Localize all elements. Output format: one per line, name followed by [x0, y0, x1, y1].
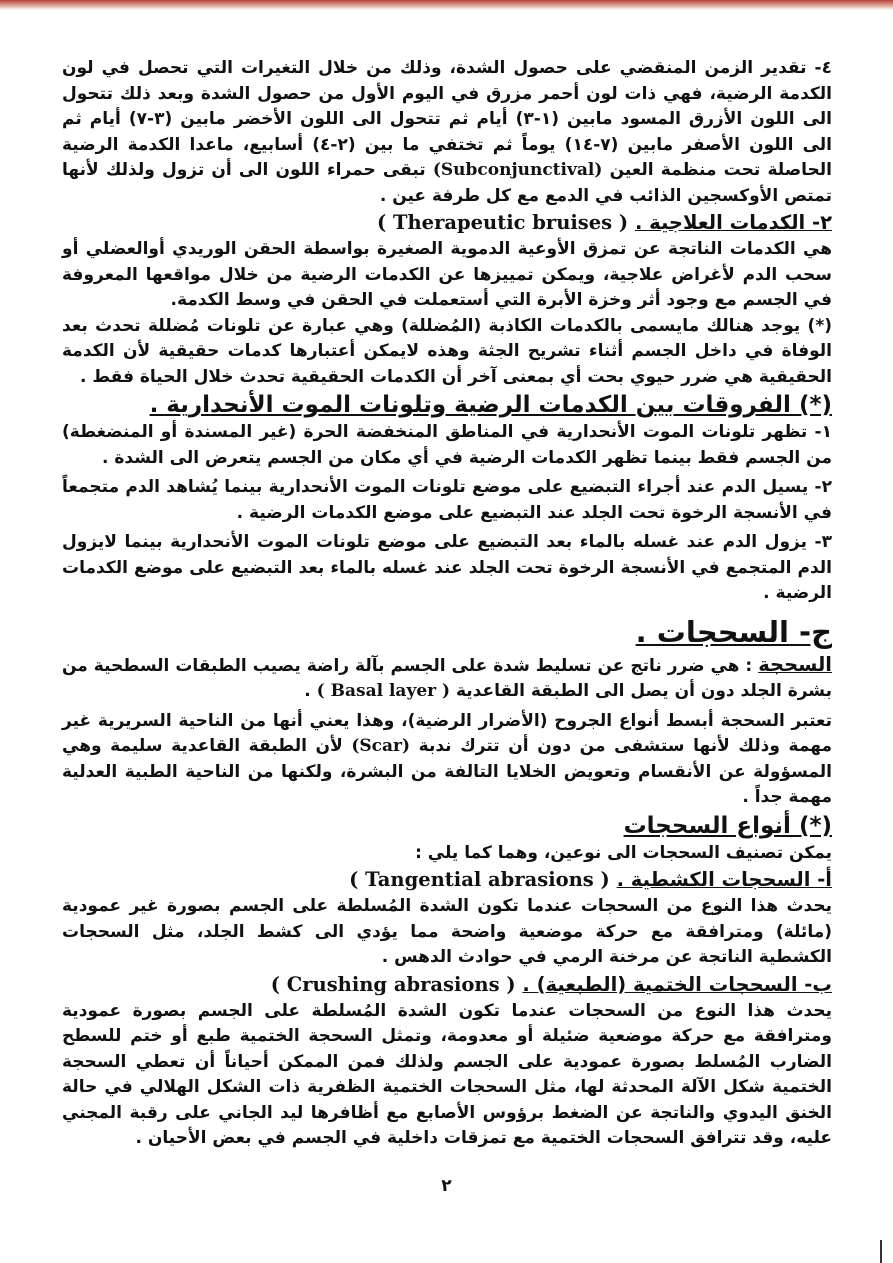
abrasion-significance-text: تعتبر السحجة أبسط أنواع الجروح (الأضرار الرضية)، وهذا يعني أنها من الناحية السريرية غير مهمة وذلك لأنها ستشفى من دون أن تترك ندبة — [62, 710, 832, 756]
differences-heading — [62, 390, 832, 420]
paragraph-bruise-age — [62, 56, 832, 209]
paragraph-abrasion-significance — [62, 709, 832, 811]
page-top-edge — [0, 0, 893, 10]
page-edge-mark — [880, 1240, 882, 1263]
crushing-heading-en: ( Crushing abrasions ) — [270, 972, 516, 996]
abrasions-section-title — [62, 613, 832, 651]
abrasion-types-heading — [62, 811, 832, 841]
paragraph-abrasion-definition — [62, 651, 832, 705]
bruise-age-text: ٤- تقدير الزمن المنقضي على حصول الشدة، وذلك من خلال التغيرات التي تحصل في لون الكدمة الرضية، فهي ذات لون أحمر مزرق في اليوم الأول من حصول الشدة وبعد ذلك تتحول الى اللون الأزرق المسود مابين (١-٣) أيام ثم تتحول الى اللون الأخضر مابين (٣-٧) أيام ثم الى اللون الأصفر مابين (٧-١٤) يوماً ثم تختفي ما بين (٢-٤) أسابيع، ماعدا الكدمة الرضية الحاصلة تحت منظمة العين — [62, 58, 833, 180]
crushing-heading — [62, 971, 832, 999]
therapeutic-heading-ar: ٢- الكدمات العلاجية . — [634, 211, 832, 234]
bruise-age-end: تبقى حمراء اللون الى أن تزول ولذلك لأنها تمتص الأوكسجين الذائب في الدمع مع كل طرفة عين . — [62, 160, 832, 206]
subconjunctival-term: (Subconjunctival) — [432, 160, 603, 180]
page-number: ٢ — [441, 1176, 452, 1196]
paragraph-false-bruises: (*) يوجد هنالك مايسمى بالكدمات الكاذبة (المُضللة) وهي عبارة عن تلونات مُضللة تحدث بعد الوفاة في داخل الجسم أثناء تشريح الجثة وهذه لايمكن أعتبارها كدمات حقيقية لأن الكدمة الحقيقية هي ضرر حيوي بحت أي بمعنى آخر أن الكدمات الحقيقية تحدث خلال الحياة فقط . — [62, 315, 832, 387]
abrasions-title-text: ج- السحجات . — [635, 614, 832, 649]
abrasion-definition-end: . — [304, 681, 311, 701]
paragraph-tangential: يحدث هذا النوع من السحجات عندما تكون الشدة المُسلطة على الجسم بصورة غير عمودية (مائلة) ومترافقة مع حركة موضعية واضحة مما يؤدي الى كشط الجلد، مثل السحجات الكشطية الناتجة عن مرخنة الرمي في حوادث الدهس . — [62, 896, 832, 967]
therapeutic-heading-en: ( Therapeutic bruises ) — [376, 211, 629, 234]
document-page — [62, 56, 832, 1152]
paragraph-crushing: يحدث هذا النوع من السحجات عندما تكون الشدة المُسلطة على الجسم بصورة عمودية ومترافقة مع حركة موضعية ضئيلة أو معدومة، وتمثل السحجة الختمية طبع أو ختم للسطح الضارب المُسلط بصورة عمودية على الجسم ولذلك فمن الممكن أحياناً أن تعطي السحجة الختمية شكل الآلة المحدثة لها، مثل السحجات الختمية الظفرية ذات الشكل الهلالي في حالة الخنق اليدوي والناتجة عن الضغط برؤوس الأصابع مع أظافرها ليد الجاني على رقبة المجني عليه، وقد تترافق السحجات الختمية مع تمزقات داخلية في الجسم في بعض الأحيان . — [62, 1000, 832, 1148]
difference-item-1: ١- تظهر تلونات الموت الأنحدارية في المناطق المنخفضة الحرة (غير المسندة أو المنضغطة) من الجسم فقط بينما تظهر الكدمات الرضية في أي مكان من الجسم يتعرض الى الشدة . — [62, 422, 832, 468]
scar-term: (Scar) — [351, 736, 411, 756]
basal-layer-term: ( Basal layer ) — [316, 681, 451, 701]
abrasion-types-heading-text: (*) أنواع السحجات — [623, 812, 832, 839]
abrasion-definition-text: : هي ضرر ناتج عن تسليط شدة على الجسم بآلة راضة يصيب الطبقات السطحية من بشرة الجلد دون أن يصل الى الطبقة القاعدية — [62, 655, 832, 701]
difference-item-2: ٢- يسيل الدم عند أجراء التبضيع على موضع تلونات الموت الأنحدارية بينما يُشاهد الدم متجمعاً في الأنسجة الرخوة تحت الجلد عند التبضيع على موضع الكدمات الرضية . — [62, 477, 832, 523]
paragraph-therapeutic: هي الكدمات الناتجة عن تمزق الأوعية الدموية الصغيرة بواسطة الحقن الوريدي أوالعضلي أو سحب الدم لأغراض علاجية، ويمكن تمييزها عن الكدمات الرضية من خلال مواقعها المعروفة في الجسم مع وجود أثر وخزة الأبرة التي أستعملت في الحقن في وسط الكدمة. — [62, 239, 832, 310]
abrasion-significance-end: لأن الطبقة القاعدية سليمة وهي المسؤولة عن الأنقسام وتعويض الخلايا التالفة من البشرة، ولكنها من الناحية الطبية العدلية مهمة جداً . — [62, 736, 832, 807]
crushing-heading-ar: ب- السحجات الختمية (الطبعية) . — [522, 972, 832, 996]
therapeutic-bruises-heading — [62, 209, 832, 237]
difference-item-3: ٣- يزول الدم عند غسله بالماء بعد التبضيع على موضع تلونات الموت الأنحدارية بينما لايزول الدم المتجمع في الأنسجة الرخوة تحت الجلد عند غسله بالماء بعد التبضيع على موضع الكدمات الرضية . — [62, 532, 832, 603]
differences-heading-text: (*) الفروقات بين الكدمات الرضية وتلونات الموت الأنحدارية . — [149, 392, 832, 418]
tangential-heading — [62, 866, 832, 894]
tangential-heading-en: ( Tangential abrasions ) — [349, 868, 610, 891]
abrasion-types-intro: يمكن تصنيف السحجات الى نوعين، وهما كما يلي : — [415, 842, 832, 863]
abrasion-term: السحجة — [758, 652, 832, 676]
tangential-heading-ar: أ- السحجات الكشطية . — [616, 868, 832, 891]
